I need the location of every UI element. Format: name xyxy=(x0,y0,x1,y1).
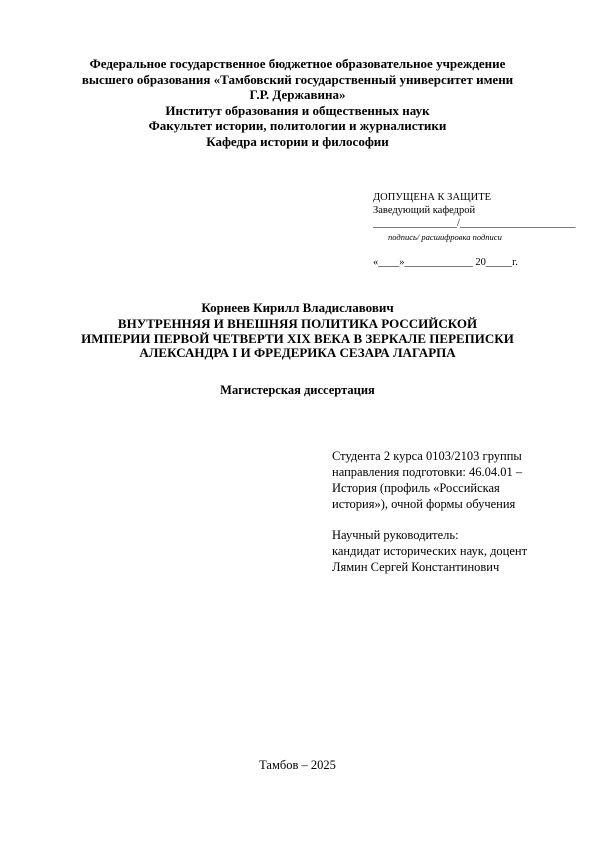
approval-block xyxy=(373,191,576,269)
supervisor-name: Лямин Сергей Константинович xyxy=(332,560,500,574)
work-type: Магистерская диссертация xyxy=(220,383,375,397)
approval-date-line: «____»_____________ 20_____г. xyxy=(373,257,518,268)
institution-line-1: Федеральное государственное бюджетное образовательное учреждение xyxy=(89,56,506,71)
student-line-4: история»), очной формы обучения xyxy=(332,497,516,511)
student-line-2: направления подготовки: 46.04.01 – xyxy=(332,465,523,479)
thesis-title-line-2: ИМПЕРИИ ПЕРВОЙ ЧЕТВЕРТИ XIX ВЕКА В ЗЕРКАЛЕ ПЕРЕПИСКИ xyxy=(81,330,514,346)
supervisor-info xyxy=(332,527,562,575)
department-name: Кафедра истории и философии xyxy=(206,133,389,149)
faculty-name: Факультет истории, политологии и журналистики xyxy=(148,118,447,134)
institute-name: Институт образования и общественных наук xyxy=(165,102,430,118)
student-info xyxy=(332,448,562,512)
institution-line-3: Г.Р. Державина» xyxy=(249,87,346,103)
thesis-title-line-1: ВНУТРЕННЯЯ И ВНЕШНЯЯ ПОЛИТИКА РОССИЙСКОЙ xyxy=(117,316,478,331)
supervisor-label: Научный руководитель: xyxy=(332,528,459,542)
supervisor-degree: кандидат исторических наук, доцент xyxy=(332,544,528,558)
city-year: Тамбов – 2025 xyxy=(259,758,336,772)
institution-line-2: высшего образования «Тамбовский государственный университет имени xyxy=(81,71,514,87)
approval-signature-line: ________________/______________________ xyxy=(373,218,576,229)
author-name: Корнеев Кирилл Владиславович xyxy=(201,300,394,315)
student-line-1: Студента 2 курса 0103/2103 группы xyxy=(332,449,522,463)
thesis-title xyxy=(0,317,595,361)
institution-header xyxy=(0,56,595,150)
approval-stamp: ДОПУЩЕНА К ЗАЩИТЕ xyxy=(373,192,492,203)
approval-signature-caption: подпись/ расшифровка подписи xyxy=(388,232,502,242)
approval-head: Заведующий кафедрой xyxy=(373,205,476,216)
student-line-3: История (профиль «Российская xyxy=(332,481,500,495)
thesis-title-line-3: АЛЕКСАНДРА I И ФРЕДЕРИКА СЕЗАРА ЛАГАРПА xyxy=(139,345,456,360)
